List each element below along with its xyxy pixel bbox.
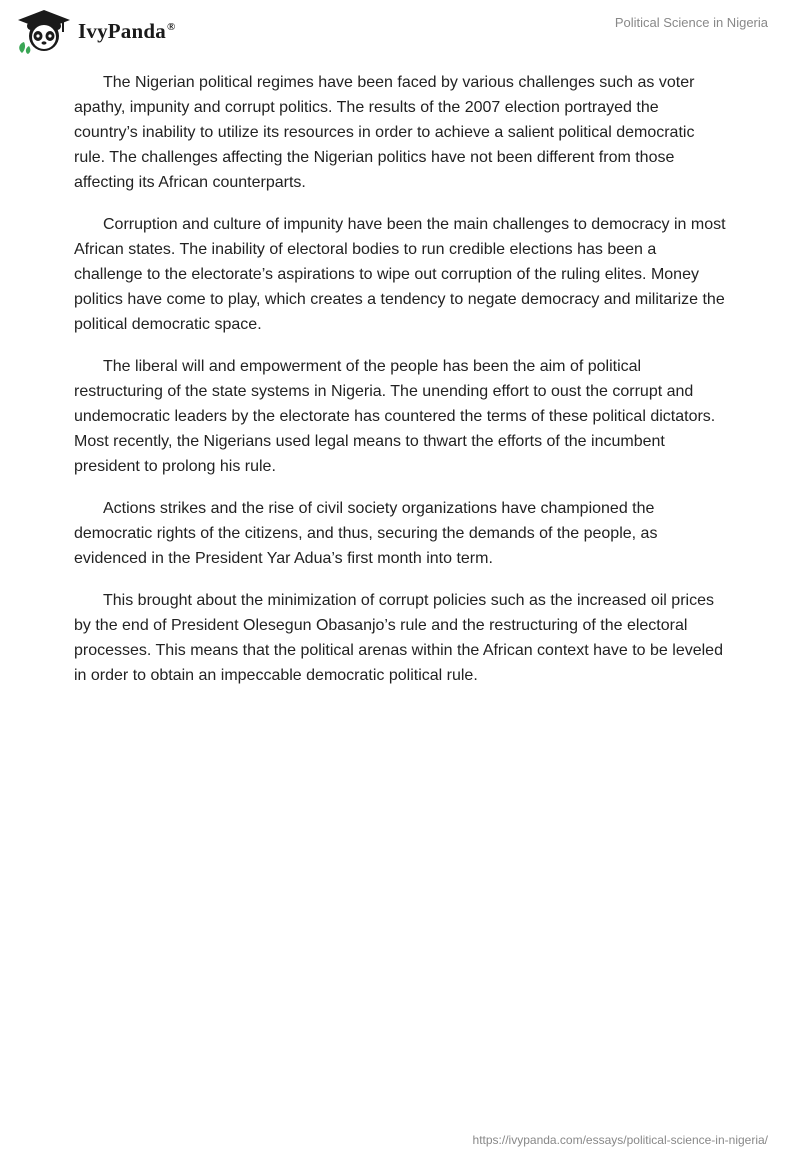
document-title: Political Science in Nigeria <box>614 15 768 30</box>
logo-wordmark: IvyPanda <box>78 18 166 43</box>
essay-body <box>74 70 726 705</box>
paragraph-1: The Nigerian political regimes have been faced by various challenges such as voter apathy, impunity and corrupt politics. The results of the 2007 election portrayed the country’s inability to utilize its resources in order to achieve a salient political democratic rule. The challenges affecting the Nigerian politics have not been different from those affecting its African counterparts. <box>74 74 695 191</box>
page-header <box>0 0 800 60</box>
panda-graduate-icon <box>16 8 72 54</box>
paragraph-5: This brought about the minimization of corrupt policies such as the increased oil prices by the end of President Olesegun Obasanjo’s rule and the restructuring of the electoral processes. This means that the political arenas within the African context have to be leveled in order to obtain an impeccable democratic political rule. <box>74 592 723 684</box>
logo-text <box>78 19 175 44</box>
paragraph-3: The liberal will and empowerment of the people has been the aim of political restructuring of the state systems in Nigeria. The unending effort to oust the corrupt and undemocratic leaders by the electorate has countered the terms of these political dictators. Most recently, the Nigerians used legal means to thwart the efforts of the incumbent president to prolong his rule. <box>74 358 716 475</box>
ivypanda-logo[interactable] <box>16 8 175 54</box>
registered-mark: ® <box>166 20 176 33</box>
source-url-link[interactable]: https://ivypanda.com/essays/political-science-in-nigeria/ <box>472 1133 768 1147</box>
paragraph-2: Corruption and culture of impunity have been the main challenges to democracy in most African states. The inability of electoral bodies to run credible elections has been a challenge to the electorate’s aspirations to wipe out corruption of the ruling elites. Money politics have come to play, which creates a tendency to negate democracy and militarize the political democratic space. <box>74 216 726 333</box>
paragraph-4: Actions strikes and the rise of civil society organizations have championed the democratic rights of the citizens, and thus, securing the demands of the people, as evidenced in the President Yar Adua’s first month into term. <box>74 500 658 567</box>
